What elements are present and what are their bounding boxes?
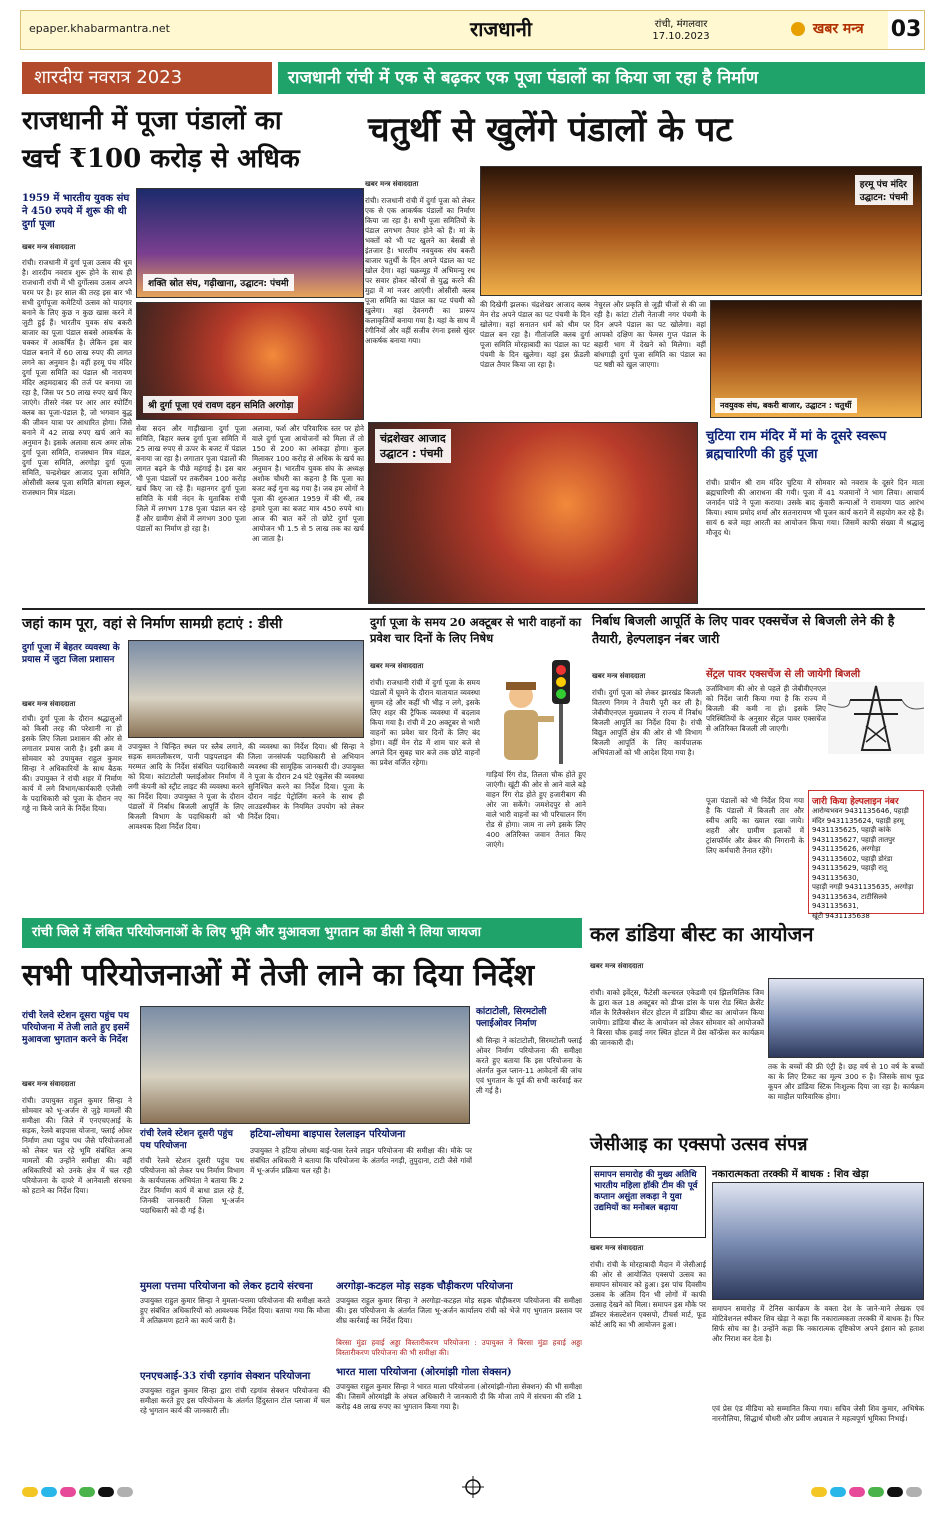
story9-kicker: समापन समारोह की मुख्य अतिथि भारतीय महिला हॉकी टीम की पूर्व कप्तान असुंता लकड़ा ने युवा उद्यमियों का मनोबल बढ़ाया: [590, 1166, 706, 1238]
color-dot-green: [868, 1487, 884, 1497]
story5-body: रांची। राजधानी रांची में दुर्गा पूजा के समय पंडालों में घूमने के दौरान यातायात व्यवस्था सुगम रहे और कहीं भी भीड़ न लगे, इसके लिए शहर की ट्रैफिक व्यवस्था में बदलाव किया गया है। रांची में 20 अक्टूबर से भारी वाहनों का प्रवेश चार दिनों के लिए बंद होगा। वहीं मेन रोड में शाम चार बजे से अगले दिन सुबह चार बजे तक छोटे वाहनों का प्रवेश वर्जित रहेगा।: [370, 678, 480, 767]
story7-kicker: रांची रेलवे स्टेशन दूसरा पहुंच पथ परियोजना में तेजी लाते हुए इसमें मुआवजा भुगतान करने के निर्देश: [22, 1011, 130, 1045]
story8-headline: कल डांडिया बीस्ट का आयोजन: [590, 922, 814, 946]
story2-cs-caption: [375, 429, 451, 463]
header-date: 17.10.2023: [652, 31, 710, 42]
power-tower-icon: [828, 682, 924, 754]
color-dot-magenta: [849, 1487, 865, 1497]
page-footer: [22, 1476, 925, 1498]
story2-cs-caption-line1: चंद्रशेखर आजाद: [380, 432, 446, 445]
story1-byline: खबर मन्त्र संवाददाता: [22, 243, 76, 251]
registration-mark-icon: [462, 1476, 484, 1498]
story4-body-col3: की व्यवस्था का निर्देश दिया। श्री सिन्हा ने जिला जनसंपर्क पदाधिकारी से अभियान व्यवस्था की सामूहिक जानकारी दी। उपायुक्त ने पूजा के दौरान 24 घंटे एंबुलेंस की व्यवस्था सुनिश्चित करने का निर्देश दिया। पूजा के दौरान नाईट पेट्रोलिंग करने के साथ ही लाउडस्पीकर के नियमित उपयोग को लेकर निर्देश दिया।: [248, 742, 364, 821]
color-registration-left: [22, 1482, 136, 1501]
story1-photo-top-caption: शक्ति स्रोत संघ, गढ़ीखाना, उद्घाटन: पंचमी: [143, 274, 294, 291]
helpline-row: खूंटी 9431135638: [812, 911, 870, 920]
story1-kicker: 1959 में भारतीय युवक संघ ने 450 रुपये में शुरू की थी दुर्गा पूजा: [22, 193, 130, 230]
story1-body: रांची। राजधानी में दुर्गा पूजा उत्सव की धूम है। शारदीय नवरात्र शुरू होने के साथ ही राजधानी रांची में भी दुर्गोत्सव उत्सव अपने चरम पर है। हर साल की तरह इस बार भी सभी दुर्गापूजा कमेटियों उत्सव को यादगार बनाने के लिए कुछ न कुछ खास करने में जुटी हुई हैं। भारतीय युवक संघ बकरी बाजार का पूजा पंडाल सबसे आकर्षक के चक्कर में आकर्षित है। लेकिन इस बार पंडाल बनाने में 60 लाख रुपए की लागत लगने का अनुमान है। वहीं हरमू पंच मंदिर दुर्गा पूजा समिति का पंडाल श्री नारायण मंदिर अहमदाबाद की तर्ज पर बनाया जा रहा है, जिस पर 50 लाख रुपए खर्च किए जाएंगे। तीसरे नंबर पर आर आर स्पोर्टिंग क्लब का पूजा-पंडाल है, जो भगवान बुद्ध की जीवन यात्रा पर आधारित होगा। जिसे बनाने में 42 लाख रुपए खर्च आने का अनुमान है। इसके अलावा सत्य अमर लोक दुर्गा पूजा समिति, राजस्थान मित्र मंडल, दुर्गा पूजा समिति, अरगोड़ा दुर्गा पूजा समिति, चन्द्रशेखर आजाद पूजा समिति, ओसीसी क्लब पूजा समिति बांगला स्कूल, राजस्थान मित्र मंडल।: [22, 258, 132, 497]
brand-logo: [791, 19, 864, 38]
story7-sub4-body: उपायुक्त राहुल कुमार सिन्हा ने मुमला-पत्तमा परियोजना की समीक्षा करते हुए संबंधित अधिकारियों को आवश्यक निर्देश दिया। बताया गया कि मौजा में अतिक्रमण हटाने का कार्य जारी है।: [140, 1296, 330, 1325]
color-dot-cyan: [830, 1487, 846, 1497]
story2-main-caption-line1: हरमू पंच मंदिर: [859, 180, 907, 190]
helpline-row: 9431135626, अरगोड़ा: [812, 845, 881, 853]
color-dot-black: [887, 1487, 903, 1497]
story7-sub7-title: भारत माला परियोजना (ओरमांझी गोला सेक्सन): [336, 1367, 512, 1378]
brand-circle-icon: [791, 22, 805, 36]
story8-byline: खबर मन्त्र संवाददाता: [590, 962, 644, 970]
story5-body-col2: गाड़ियां रिंग रोड, तिलता चौक होते हुए जाएंगी। खूंटी की ओर से आने वाले बड़े वाहन रिंग रोड होते हुए हजारीबाग की ओर जा सकेंगे। जमशेदपुर से आने वाले भारी वाहनों का भी परिचालन रिंग रोड से होगा। जाम ना लगे इसके लिए 400 अतिरिक्त जवान तैनात किए जाएंगे।: [486, 770, 586, 849]
brand-name: खबर मन्त्र: [812, 21, 864, 37]
helpline-row: 9431135602, पहाड़ी डोरंडा: [812, 854, 893, 863]
story2-headline: चतुर्थी से खुलेंगे पंडालों के पट: [368, 110, 733, 150]
story7-sub3-body: उपायुक्त ने हटिया लोधमा बाई-पास रेलवे लाइन परियोजना की समीक्षा की। मौके पर संबंधित अधिकारी ने बताया कि परियोजना के अंतर्गत नगड़ी, तुपुदाना, टाटी जैसे गांवों में भू-अर्जन प्रक्रिया चल रही है।: [250, 1146, 472, 1175]
page-number: 03: [888, 11, 924, 49]
story7-sub2-title: रांची रेलवे स्टेशन दूसरी पहुंच पथ परियोजना: [140, 1129, 234, 1151]
power-tower-illustration: [828, 682, 924, 754]
story6-body-col2: उर्जाविभाग की ओर से पहले ही जेबीवीएनएल को निर्देश जारी किया गया है कि राज्य में बिजली की कमी ना हो। इसके लिए परिस्थितियों के अनुसार सेंट्रल पावर एक्सचेंज से अतिरिक्त बिजली ली जाएगी।: [706, 684, 826, 733]
story2-body: रांची। राजधानी रांची में दुर्गा पूजा को लेकर एक से एक आकर्षक पंडालों का निर्माण किया जा रहा है। सभी पूजा समितियों के पंडाल लगभग तैयार होने को हैं। मां के भक्तों को भी पट खुलने का बेसब्री से इंतजार है। भारतीय नवयुवक संघ बकरी बाजार चतुर्थी के दिन अपने पंडाल का पट खोल देगा। वहां चक्रव्यूह में अभिमन्यु रथ पर सवार होकर कौरवों से युद्ध करने की मुद्रा में मां नजर आएंगी। ओसीसी क्लब पूजा समिति का पंडाल का पट पंचमी को खुलेगा। वहां देवनगरी का प्रारूप कलाकृतियों बनाया गया है। यहां के साथ में रंगीनियों और वहीं सजीव रंगना इससे सुंदर आकर्षक बनाया गया।: [365, 196, 475, 345]
helpline-row: पहाड़ी नगड़ी 9431135635, अरगोड़ा: [812, 883, 914, 891]
story2-body-col2: की दिखेगी झलक। चंद्रशेखर आजाद क्लब मेन रोड अपने पंडाल का पट पंचमी के दिन खोलेगा। वहां सनातन धर्म को थीम पर पंडाल बन रहा है। गीतांजलि क्लब दुर्गा पूजा समिति मोरहाबादी का पंडाल का पट पंचमी के दिन खुलेगा। यहां इस फ्रेंडली पंडाल तैयार किया जा रहा है।: [480, 300, 590, 369]
story7-sub2-body: रांची रेलवे स्टेशन दूसरी पहुंच पथ परियोजना को लेकर पथ निर्माण विभाग के कार्यपालक अभियंता ने बताया कि 2 टेंडर निर्माण कार्य में बाधा डाल रहे हैं, जिनकी जानकारी जिला भू-अर्जन पदाधिकारी को दी गई है।: [140, 1156, 244, 1215]
section-divider-1: [22, 608, 925, 610]
color-dot-gray: [117, 1487, 133, 1497]
story7-sub6-body: उपायुक्त राहुल कुमार सिन्हा ने अरगोड़ा-कटहल मोड़ सड़क चौड़ीकरण परियोजना की समीक्षा की। इस परियोजना के अंतर्गत जिला भू-अर्जन कार्यालय रांची को भेजे गए भुगतान प्रस्ताव पर शीघ्र कार्रवाई का निर्देश दिया।: [336, 1296, 582, 1325]
site-url[interactable]: epaper.khabarmantra.net: [29, 22, 170, 35]
helpline-row: 9431135634, टाटीसिलवे 9431135631,: [812, 892, 887, 910]
story9-quote: नकारात्मकता तरक्की में बाधक : शिव खेड़ा: [712, 1169, 869, 1180]
story9-body-col2: समापन समारोह में टेनिस कार्यक्रम के वक्ता देश के जाने-माने लेखक एवं मोटिवेशनल स्पीकर शिव खेड़ा ने कहा कि नकारात्मकता तरक्की में बाधक है। फिर सिर्फ सोच का है। उन्होंने कहा कि नकारात्मक दृष्टिकोण अपने इंसान को हताश और निराश कर देता है।: [712, 1304, 924, 1343]
story4-photo: [128, 640, 364, 738]
traffic-police-illustration: [486, 656, 586, 766]
story2-side-caption: नवयुवक संघ, बकरी बाजार, उद्घाटन : चतुर्थी: [715, 398, 857, 413]
story2-cs-photo: [368, 422, 698, 604]
story7-sub1-title: कांटाटोली, सिरमटोली फ्लाईओवर निर्माण: [476, 1007, 547, 1029]
story7-photo: [140, 1006, 470, 1124]
traffic-light-icon: [486, 656, 586, 766]
story1-headline-line2: खर्च ₹100 करोड़ से अधिक: [22, 144, 300, 174]
story2-byline: खबर मन्त्र संवाददाता: [365, 180, 419, 188]
helpline-box: [808, 790, 924, 920]
story2-body-col3: नेचुरल और प्रकृति से जुड़ी चीजों से की जा रही है। कांटा टोली नेताजी नगर पंचमी के दिन अपने पंडाल का पट खोलेगा। वहां आपको दक्षिण का फेमस गुप्त पंडाल के बहारी भाग में देखने को मिलेगा। वहीं बांधगाड़ी दुर्गा पूजा समिति का पंडाल का पट षष्ठी को खुल जाएगा।: [594, 300, 706, 369]
story7-body: रांची। उपायुक्त राहुल कुमार सिन्हा ने सोमवार को भू-अर्जन से जुड़े मामलों की समीक्षा की। जिले में एनएचएआई के सड़क, रेलवे बाइपास योजना, फ्लाई ओवर निर्माण तथा पहुंच पथ जैसे परियोजनाओं को लेकर चल रहे भूमि संबंधित अन्य मामलों की उन्होंने समीक्षा की। वहीं अधिकारियों को उनके क्षेत्र में चल रही परियोजना के दायरे में आनेवाली संरचना को हटाने का निर्देश दिया।: [22, 1096, 132, 1195]
color-dot-yellow: [811, 1487, 827, 1497]
helpline-row: 9431135629, पहाड़ी रातू 9431135630,: [812, 864, 887, 882]
story7-sub4-title: मुमला पत्तमा परियोजना को लेकर हटाये संरचना: [140, 1281, 313, 1292]
story4-body: रांची। दुर्गा पूजा के दौरान श्रद्धालुओं को किसी तरह की परेशानी ना हो इसके लिए जिला प्रशासन की ओर से लगातार प्रयास जारी है। इसी क्रम में सोमवार को उपायुक्त राहुल कुमार सिन्हा ने अधिकारियों के साथ बैठक की। उपायुक्त ने रांची शहर में निर्माण कार्य में लगे विभाग/कार्यकारी एजेंसी के पदाधिकारी को पूजा के दौरान नए गड्ढे ना किये जाने के निर्देश दिया।: [22, 714, 122, 813]
story5-byline: खबर मन्त्र संवाददाता: [370, 662, 424, 670]
story6-body: रांची। दुर्गा पूजा को लेकर झारखंड बिजली वितरण निगम ने तैयारी पूरी कर ली है। जेबीवीएनएल मुख्यालय ने राज्य में निर्बाध बिजली आपूर्ति का निर्देश दिया है। रांची विद्युत आपूर्ति क्षेत्र की ओर से भी विभाग बिजली आपूर्ति के लिए कार्यपालक अभियंताओं को भी आदेश दिया गया है।: [592, 688, 702, 757]
story3-body: रांची। प्राचीन श्री राम मंदिर चुटिया में सोमवार को नवरात्र के दूसरे दिन माता ब्रह्मचारिणी की आराधना की गयी। पूजा में 41 यजमानों ने भाग लिया। आचार्य जनार्दन पांडे ने पूजा कराया। उसके बाद कुंवारी कन्याओं ने रामायण पाठ आरंभ किया। श्याम प्रमोद शर्मा और सतनारायण भी पूजन कार्य कराने में सहयोग कर रहे हैं। सायं 6 बजे महा आरती का आयोजन किया गया। जिसमें काफी संख्या में श्रद्धालु मौजूद थे।: [706, 478, 924, 537]
story5-headline: दुर्गा पूजा के समय 20 अक्टूबर से भारी वाहनों का प्रवेश चार दिनों के लिए निषेध: [370, 615, 582, 645]
color-dot-gray: [906, 1487, 922, 1497]
story1-photo-top: [136, 188, 364, 298]
story7-sub5-body: उपायुक्त राहुल कुमार सिन्हा द्वारा रांची रड़गांव सेक्शन परियोजना की समीक्षा करते हुए इस परियोजना के अंतर्गत हिंदुस्तान टोल प्लाजा में चल रहे भुगतान कार्य की जानकारी ली।: [140, 1386, 330, 1415]
color-dot-green: [79, 1487, 95, 1497]
story7-headline: सभी परियोजनाओं में तेजी लाने का दिया निर्देश: [22, 958, 535, 993]
story1-photo-bottom-caption: श्री दुर्गा पूजा एवं रावण दहन समिति अरगोड़ा: [143, 396, 298, 413]
story6-body-col3: पूजा पंडालों को भी निर्देश दिया गया है कि पंडालों में बिजली तार और स्वीच आदि का ख्याल रखा जाये। शहरी और ग्रामीण इलाकों में ट्रांसफॉर्मर और ब्रेकर की निगरानी के लिए कर्मचारी तैनात रहेंगे।: [706, 796, 804, 855]
story4-body-col2: उपायुक्त ने चिन्हित स्थल पर स्लैब लगाने, सड़क समतलीकरण, पानी पाइपलाइन की मरम्मत आदि के निर्देश संबंधित पदाधिकारी को दिया। कांटाटोली फ्लाईओवर निर्माण में लगी कंपनी को स्ट्रीट लाइट की व्यवस्था करने का निर्देश दिया। उपायुक्त ने पूजा के दौरान पंडालों में निर्बाध बिजली आपूर्ति के लिए बिजली विभाग के पदाधिकारी को भी आवश्यक दिशा निर्देश दिया।: [128, 742, 244, 831]
story9-body: रांची। रांची के मोरहाबादी मैदान में जेसीआई की ओर से आयोजित एक्सपो उत्सव का समापन सोमवार को हुआ। इस पांच दिवसीय उत्सव के अंतिम दिन भी लोगों में काफी उत्साह देखने को मिला। समापन इस मौके पर डॉक्टर कंसल्टेशन एक्सपो, टीचर्स मार्ट, फूड कोर्ट आदि का भी आयोजन हुआ।: [590, 1260, 706, 1329]
story7-sub3-title: हटिया-लोधमा बाइपास रेललाइन परियोजना: [250, 1129, 406, 1140]
story6-kicker: सेंट्रल पावर एक्सचेंज से ली जायेगी बिजली: [706, 669, 861, 680]
story2-side-photo: [710, 300, 922, 418]
story2-main-caption-line2: उद्घाटन: पंचमी: [859, 193, 908, 203]
story4-kicker: दुर्गा पूजा में बेहतर व्यवस्था के प्रयास में जुटा जिला प्रशासन: [22, 643, 120, 665]
story9-body-col3: एवं प्रेस एंड मीडिया को सम्मानित किया गया। सचिव जेसी शिव कुमार, अभिषेक नारनौलिया, सिद्धार्थ चौधरी और प्रवीण अग्रवाल ने महत्वपूर्ण भूमिका निभाई।: [712, 1404, 924, 1423]
story3-headline: चुटिया राम मंदिर में मां के दूसरे स्वरूप ब्रह्मचारिणी की हुई पूजा: [706, 429, 887, 462]
story9-photo: [712, 1182, 924, 1300]
story1-photo-bottom: [136, 302, 364, 420]
story9-headline: जेसीआइ का एक्सपो उत्सव संपन्न: [590, 1134, 808, 1155]
section-title: राजधानी: [470, 17, 532, 41]
story6-headline: निर्बाध बिजली आपूर्ति के लिए पावर एक्सचेंज से बिजली लेने की है तैयारी, हेल्पलाइन नंबर जारी: [592, 613, 895, 646]
story8-photo: [768, 978, 924, 1058]
color-dot-magenta: [60, 1487, 76, 1497]
story7-sub6-title: अरगोड़ा-कटहल मोड़ सड़क चौड़ीकरण परियोजना: [336, 1281, 513, 1292]
helpline-row: 9431135625, पहाड़ी कांके: [812, 826, 891, 834]
story4-headline: जहां काम पूरा, वहां से निर्माण सामग्री हटाएं : डीसी: [22, 616, 283, 632]
helpline-row: आरोग्यभवन 9431135646, पहाड़ी मंदिर 9431135624, पहाड़ी हरमू: [812, 807, 909, 825]
story1-body-col3: अलावा, फर्श और परिवारिक स्तर पर होने वाले दुर्गा पूजा आयोजनों को मिला लें तो 150 से 200 का आंकड़ा होगा। कुल मिलाकर 100 करोड़ से अधिक के खर्च का अनुमान है। भारतीय युवक संघ के अध्यक्ष अशोक चौधरी का कहना है कि पूजा का बजट कई गुना बढ़ गया है। जब हम लोगों ने पूजा की शुरुआत 1959 में की थी, तब हमारे पूजा का बजट मात्र 450 रुपये था। आज की बात करें तो छोटे दुर्गा पूजा आयोजन भी 1.5 से 5 लाख तक का खर्च आ जाता है।: [252, 424, 364, 543]
story2-cs-caption-line2: उद्घाटन : पंचमी: [380, 447, 443, 460]
story2-main-photo: [480, 166, 922, 296]
section-banner: राजधानी रांची में एक से बढ़कर एक पूजा पंडालों का किया जा रहा है निर्माण: [278, 62, 925, 94]
story1-body-col2: सेवा सदन और गाड़ीखाना दुर्गा पूजा समिति, बिहार क्लब दुर्गा पूजा समिति में 25 लाख रुपए से ऊपर के बजट में पंडाल बनाया जा रहा है। लगातार पूजा पंडालों की लागत बढ़ने के पीछे महंगाई है। इस बार भी पूजा पंडालों पर तकरीबन 100 करोड़ खर्च किए जा रहे हैं। महानगर दुर्गा पूजा समिति के मंत्री नंदन के मुताबिक रांची जिले में लगभग 178 पूजा पंडाल बन रहे हैं और ग्रामीण क्षेत्रों में लगभग 300 पूजा पंडालों का निर्माण हो रहा है।: [136, 424, 246, 533]
story7-sub1-body: श्री सिन्हा ने कांटाटोली, सिरमटोली फ्लाई ओवर निर्माण परियोजना की समीक्षा करते हुए बताया कि इस परियोजना के अंतर्गत कुल प्लान-11 आवेदनों की जांच एवं भुगतान के पूर्व की सभी कार्रवाई कर ली गई है।: [476, 1036, 582, 1095]
header-place: रांची, मंगलवार: [654, 19, 708, 30]
color-dot-cyan: [41, 1487, 57, 1497]
story7-sub6-note: बिरसा मुंडा हवाई अड्डा विस्तारीकरण परियोजना : उपायुक्त ने बिरसा मुंडा हवाई अड्डा विस्तारीकरण परियोजना की भी समीक्षा की।: [336, 1338, 582, 1357]
story9-byline: खबर मन्त्र संवाददाता: [590, 1244, 644, 1252]
color-registration-right: [811, 1482, 925, 1501]
festival-banner: शारदीय नवरात्र 2023: [22, 62, 272, 94]
story6-byline: खबर मन्त्र संवाददाता: [592, 672, 646, 680]
story1-headline-line1: राजधानी में पूजा पंडालों का: [22, 106, 282, 136]
story7-sub7-body: उपायुक्त राहुल कुमार सिन्हा ने भारत माला परियोजना (ओरमांझी-गोला सेक्शन) की भी समीक्षा की। जिसमें ओरमांझी के अंचल अधिकारी ने जानकारी दी कि मौजा तापे में संरचना की रशि 1 करोड़ 48 लाख रुपए का भुगतान किया गया है।: [336, 1382, 582, 1411]
color-dot-yellow: [22, 1487, 38, 1497]
story8-body-col2: तक के बच्चों की फ्री एंट्री है। छह वर्ष से 10 वर्ष के बच्चों का के लिए टिकट का मूल्य 300 रु है। जिसके साथ फूड कूपन और डांडिया स्टिक निःशुल्क दिया जा रहा है। कार्यक्रम का माहौल पारिवारिक होगा।: [768, 1062, 924, 1101]
helpline-title: जारी किया हेल्पलाइन नंबर: [812, 797, 899, 807]
story7-byline: खबर मन्त्र संवाददाता: [22, 1080, 76, 1088]
color-dot-black: [98, 1487, 114, 1497]
story8-body: रांची। वाको इवेंट्स, फैंटेसी कल्चरल एकेडमी एवं झिलमिलिक जिम के द्वारा कल 18 अक्टूबर को डीप्स डांस के पास रोड स्थित क्रेसेंट मॉल के रिलैक्सेशन सेंटर होटल में डांडिया बीस्ट का आयोजन किया जायेगा। डांडिया बीस्ट के आयोजन को लेकर सोमवार को आयोजकों ने बिरसा चौक हवाई नगर स्थित होटल में प्रेस कॉन्फ्रेंस कर कार्यक्रम की जानकारी दी।: [590, 988, 764, 1047]
story7-sub5-title: एनएचआई-33 रांची रड़गांव सेक्शन परियोजना: [140, 1371, 311, 1382]
helpline-row: 9431135627, पहाड़ी तातपुर: [812, 835, 895, 844]
story4-byline: खबर मन्त्र संवाददाता: [22, 700, 76, 708]
page-header: [20, 10, 925, 50]
projects-strip: रांची जिले में लंबित परियोजनाओं के लिए भूमि और मुआवजा भुगतान का डीसी ने लिया जायजा: [22, 918, 582, 948]
story2-main-caption: [855, 175, 913, 205]
